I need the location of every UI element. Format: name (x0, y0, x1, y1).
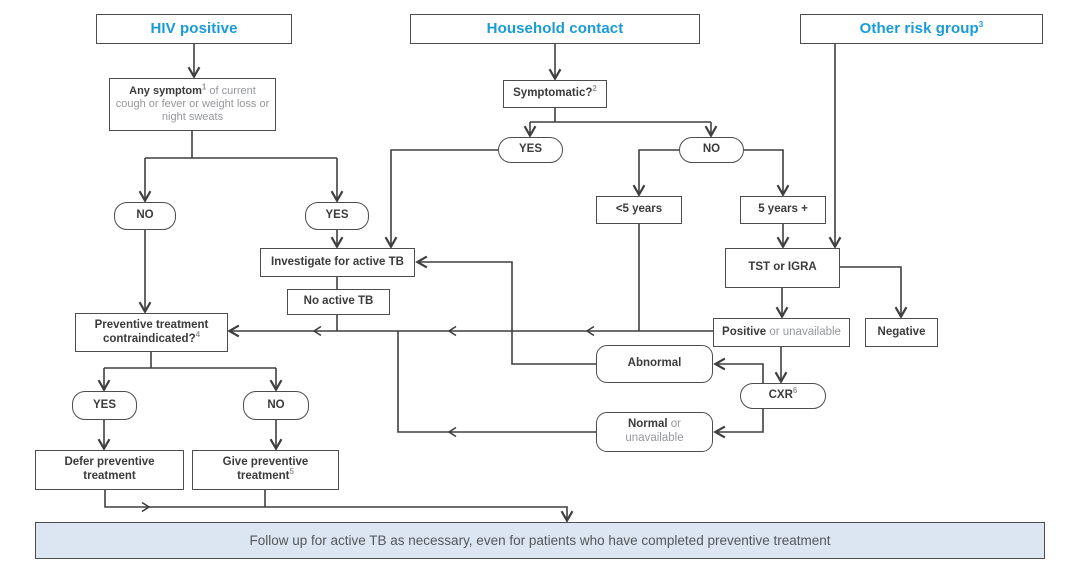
node-cxr (740, 383, 826, 409)
node-negative (865, 318, 938, 347)
header-household-label: Household contact (486, 20, 624, 38)
edge-hcyes-to-investigate (391, 150, 498, 246)
node-tst-or-igra (725, 248, 840, 288)
contraindicated-yes-label: YES (92, 398, 116, 411)
header-other-risk-group (800, 14, 1043, 44)
node-investigate-active-tb (260, 248, 415, 277)
edge-contra-split (104, 352, 276, 368)
node-preventive-treatment-contraindicated (75, 313, 228, 352)
node-defer-preventive-treatment (35, 450, 184, 490)
tst-label: TST or IGRA (748, 261, 817, 274)
edge-defer-to-footer (105, 490, 567, 520)
node-give-preventive-treatment (192, 450, 339, 490)
edge-cxr-to-normal (716, 409, 763, 432)
node-hiv-yes (305, 202, 369, 230)
edge-hcno-to-under5 (639, 150, 679, 194)
positive-text: Positive or unavailable (722, 325, 841, 338)
node-positive-or-unavailable (713, 318, 850, 347)
contraindicated-no-label: NO (267, 398, 285, 411)
edge-cxr-to-abnormal (716, 364, 763, 383)
node-no-active-tb (287, 289, 390, 315)
edge-symptomatic-split (530, 108, 711, 122)
5-years-plus-label: 5 years + (758, 203, 808, 216)
header-hiv-label: HIV positive (150, 20, 238, 38)
node-5-years-plus (740, 196, 826, 224)
node-hiv-no (114, 202, 176, 230)
edge-anysymptom-split (145, 131, 337, 158)
node-household-yes (498, 137, 563, 163)
header-household-contact (410, 14, 700, 44)
no-active-tb-label: No active TB (303, 295, 374, 308)
edge-normal-to-mainline (398, 331, 596, 432)
node-any-symptom (109, 78, 276, 131)
edge-abnormal-to-investigate (418, 262, 596, 364)
symptomatic-text: Symptomatic?$^2$ (513, 84, 597, 100)
hiv-yes-label: YES (325, 209, 349, 222)
give-text: Give preventive treatment$^5$ (222, 456, 309, 482)
edge-hcno-to-over5 (744, 150, 783, 194)
node-contraindicated-no (243, 391, 309, 420)
abnormal-label: Abnormal (627, 357, 682, 370)
footer-banner (35, 522, 1045, 559)
cxr-text: CXR$^6$ (768, 386, 798, 402)
hiv-no-label: NO (136, 209, 154, 222)
contraindicated-text: Preventive treatment contraindicated?$^4$ (94, 318, 209, 345)
header-other-label: Other risk group$^3$ (859, 20, 984, 38)
any-symptom-text: Any symptom$^1$ of current cough or fever or weight loss or night sweats (115, 82, 270, 123)
investigate-label: Investigate for active TB (271, 255, 404, 268)
normal-text: Normal or unavailable (625, 418, 684, 444)
node-contraindicated-yes (72, 391, 137, 420)
household-no-label: NO (702, 143, 721, 156)
edge-tst-to-negative (840, 267, 901, 316)
footer-label: Follow up for active TB as necessary, even for patients who have completed preventive treatment (249, 532, 831, 548)
negative-label: Negative (877, 325, 926, 338)
node-symptomatic (503, 80, 607, 108)
node-under-5-years (596, 196, 682, 224)
defer-label: Defer preventive treatment (64, 456, 155, 482)
node-normal-or-unavailable (596, 412, 713, 452)
node-abnormal (596, 345, 713, 383)
node-household-no (679, 137, 744, 163)
household-yes-label: YES (518, 143, 542, 156)
header-hiv-positive (96, 14, 292, 44)
under-5-label: <5 years (615, 203, 663, 216)
